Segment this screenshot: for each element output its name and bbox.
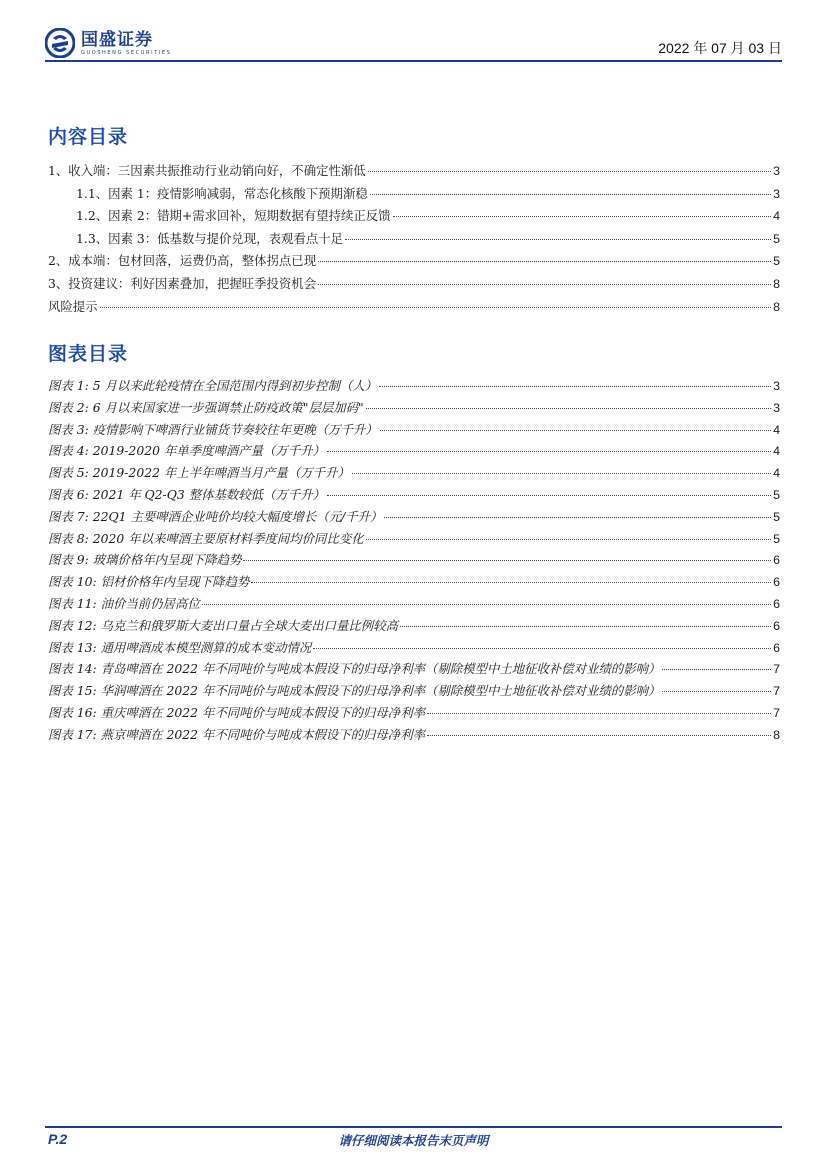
logo-english-name: GUOSHENG SECURITIES: [81, 49, 172, 56]
figure-entry-label: 图表 6: 2021 年 Q2-Q3 整体基数较低（万千升）: [48, 486, 326, 502]
table-of-contents: [48, 160, 780, 318]
figure-entry-page-number: 4: [773, 466, 780, 481]
dot-leader: [313, 648, 771, 649]
dot-leader: [393, 216, 772, 217]
dot-leader: [427, 735, 771, 736]
toc-heading: 内容目录: [48, 126, 129, 148]
toc-entry[interactable]: [48, 250, 780, 273]
toc-entry[interactable]: [48, 183, 780, 206]
figure-entry[interactable]: [48, 440, 780, 462]
figure-entry-label: 图表 11: 油价当前仍居高位: [48, 595, 200, 611]
toc-entry-page-number: 3: [773, 186, 780, 201]
dot-leader: [251, 582, 771, 583]
figure-entry-page-number: 6: [773, 640, 780, 655]
figure-entry-label: 图表 14: 青岛啤酒在 2022 年不同吨价与吨成本假设下的归母净利率（剔除模型中土地征收补偿对业绩的影响）: [48, 661, 661, 677]
figure-entry[interactable]: [48, 658, 780, 680]
dot-leader: [366, 408, 771, 409]
guosheng-logo-icon: [45, 28, 75, 58]
dot-leader: [662, 669, 771, 670]
figure-entry-page-number: 3: [773, 400, 780, 415]
figure-entry[interactable]: [48, 462, 780, 484]
figure-entry[interactable]: [48, 484, 780, 506]
figure-entry-label: 图表 10: 铝材价格年内呈现下降趋势: [48, 574, 250, 590]
dot-leader: [400, 626, 771, 627]
toc-entry[interactable]: [48, 160, 780, 183]
figure-entry-page-number: 4: [773, 422, 780, 437]
toc-entry-label: 1.1、因素 1：疫情影响减弱，常态化核酸下预期渐稳: [76, 185, 368, 201]
logo-chinese-name: 国盛证券: [81, 29, 153, 50]
figure-entry[interactable]: [48, 702, 780, 724]
dot-leader: [327, 495, 771, 496]
toc-entry-label: 1、收入端：三因素共振推动行业动销向好，不确定性渐低: [48, 163, 366, 178]
toc-entry[interactable]: [48, 273, 780, 296]
dot-leader: [384, 517, 771, 518]
toc-entry[interactable]: [48, 205, 780, 228]
figure-entry-label: 图表 8: 2020 年以来啤酒主要原材料季度间均价同比变化: [48, 530, 364, 546]
figure-entry-page-number: 3: [773, 379, 780, 393]
figure-entry-label: 图表 1: 5 月以来此轮疫情在全国范围内得到初步控制（人）: [48, 378, 378, 393]
figure-entry[interactable]: [48, 397, 780, 419]
figure-entry-label: 图表 5: 2019-2022 年上半年啤酒当月产量（万千升）: [48, 465, 350, 481]
toc-entry-label: 1.3、因素 3：低基数与提价兑现，表观看点十足: [76, 230, 343, 246]
figure-entry-page-number: 4: [773, 444, 780, 459]
figure-entry-page-number: 6: [773, 553, 780, 568]
figure-entry-label: 图表 7: 22Q1 主要啤酒企业吨价均较大幅度增长（元/千升）: [48, 508, 383, 524]
toc-entry-page-number: 5: [773, 254, 780, 269]
figure-entry-page-number: 6: [773, 596, 780, 611]
dot-leader: [366, 539, 771, 540]
figure-entry-page-number: 6: [773, 618, 780, 633]
page-number: P.2: [48, 1131, 68, 1147]
dot-leader: [345, 239, 771, 240]
figure-entry-page-number: 7: [773, 705, 780, 720]
dot-leader: [327, 451, 771, 452]
figure-entry-label: 图表 17: 燕京啤酒在 2022 年不同吨价与吨成本假设下的归母净利率: [48, 726, 425, 742]
figure-entry[interactable]: [48, 637, 780, 659]
toc-entry-page-number: 5: [773, 231, 780, 246]
figure-entry[interactable]: [48, 375, 780, 397]
figure-entry-label: 图表 16: 重庆啤酒在 2022 年不同吨价与吨成本假设下的归母净利率: [48, 704, 425, 720]
figure-entry-page-number: 5: [773, 531, 780, 546]
figure-entry[interactable]: [48, 571, 780, 593]
dot-leader: [380, 430, 771, 431]
toc-entry-label: 3、投资建议：利好因素叠加，把握旺季投资机会: [48, 275, 317, 291]
figure-entry-label: 图表 9: 玻璃价格年内呈现下降趋势: [48, 552, 242, 568]
dot-leader: [370, 194, 771, 195]
figure-entry[interactable]: [48, 419, 780, 441]
toc-entry[interactable]: [48, 296, 780, 319]
figure-entry[interactable]: [48, 615, 780, 637]
figure-entry-page-number: 7: [773, 684, 780, 699]
figure-entry-label: 图表 12: 乌克兰和俄罗斯大麦出口量占全球大麦出口量比例较高: [48, 617, 398, 633]
dot-leader: [662, 691, 771, 692]
report-date: 2022 年 07 月 03 日: [658, 40, 782, 56]
footer-disclaimer: 请仔细阅读本报告末页声明: [338, 1133, 489, 1148]
toc-entry-label: 2、成本端：包材回落，运费仍高，整体拐点已现: [48, 253, 317, 269]
figure-entry-page-number: 8: [773, 727, 780, 742]
footer-divider: [45, 1126, 782, 1128]
figure-entry-page-number: 6: [773, 575, 780, 590]
toc-entry-page-number: 8: [773, 299, 780, 314]
dot-leader: [100, 307, 772, 308]
figure-entry[interactable]: [48, 528, 780, 550]
figure-list-heading: 图表目录: [48, 343, 129, 365]
figure-entry-label: 图表 13: 通用啤酒成本模型测算的成本变动情况: [48, 639, 312, 655]
dot-leader: [368, 171, 771, 172]
toc-entry-page-number: 8: [773, 276, 780, 291]
figure-entry[interactable]: [48, 724, 780, 746]
figure-entry-label: 图表 4: 2019-2020 年单季度啤酒产量（万千升）: [48, 443, 325, 459]
figure-entry-page-number: 5: [773, 487, 780, 502]
figure-entry[interactable]: [48, 680, 780, 702]
dot-leader: [352, 473, 771, 474]
toc-entry-label: 风险提示: [48, 298, 98, 314]
list-of-figures: [48, 375, 780, 746]
dot-leader: [318, 284, 771, 285]
dot-leader: [427, 713, 771, 714]
figure-entry[interactable]: [48, 506, 780, 528]
figure-entry[interactable]: [48, 593, 780, 615]
figure-entry-label: 图表 15: 华润啤酒在 2022 年不同吨价与吨成本假设下的归母净利率（剔除模型中土地征收补偿对业绩的影响）: [48, 683, 661, 699]
page-header: [45, 26, 782, 60]
dot-leader: [202, 604, 771, 605]
dot-leader: [318, 261, 771, 262]
figure-entry-page-number: 5: [773, 509, 780, 524]
dot-leader: [243, 560, 771, 561]
dot-leader: [379, 386, 771, 387]
toc-entry[interactable]: [48, 228, 780, 251]
figure-entry-label: 图表 2: 6 月以来国家进一步强调禁止防疫政策"层层加码": [48, 399, 364, 415]
header-divider: [45, 60, 782, 62]
figure-entry[interactable]: [48, 549, 780, 571]
figure-entry-label: 图表 3: 疫情影响下啤酒行业铺货节奏较往年更晚（万千升）: [48, 421, 378, 437]
toc-entry-label: 1.2、因素 2：错期+需求回补，短期数据有望持续正反馈: [76, 208, 391, 224]
toc-entry-page-number: 3: [773, 164, 780, 178]
company-logo: [45, 26, 171, 60]
figure-entry-page-number: 7: [773, 662, 780, 677]
toc-entry-page-number: 4: [773, 209, 780, 224]
